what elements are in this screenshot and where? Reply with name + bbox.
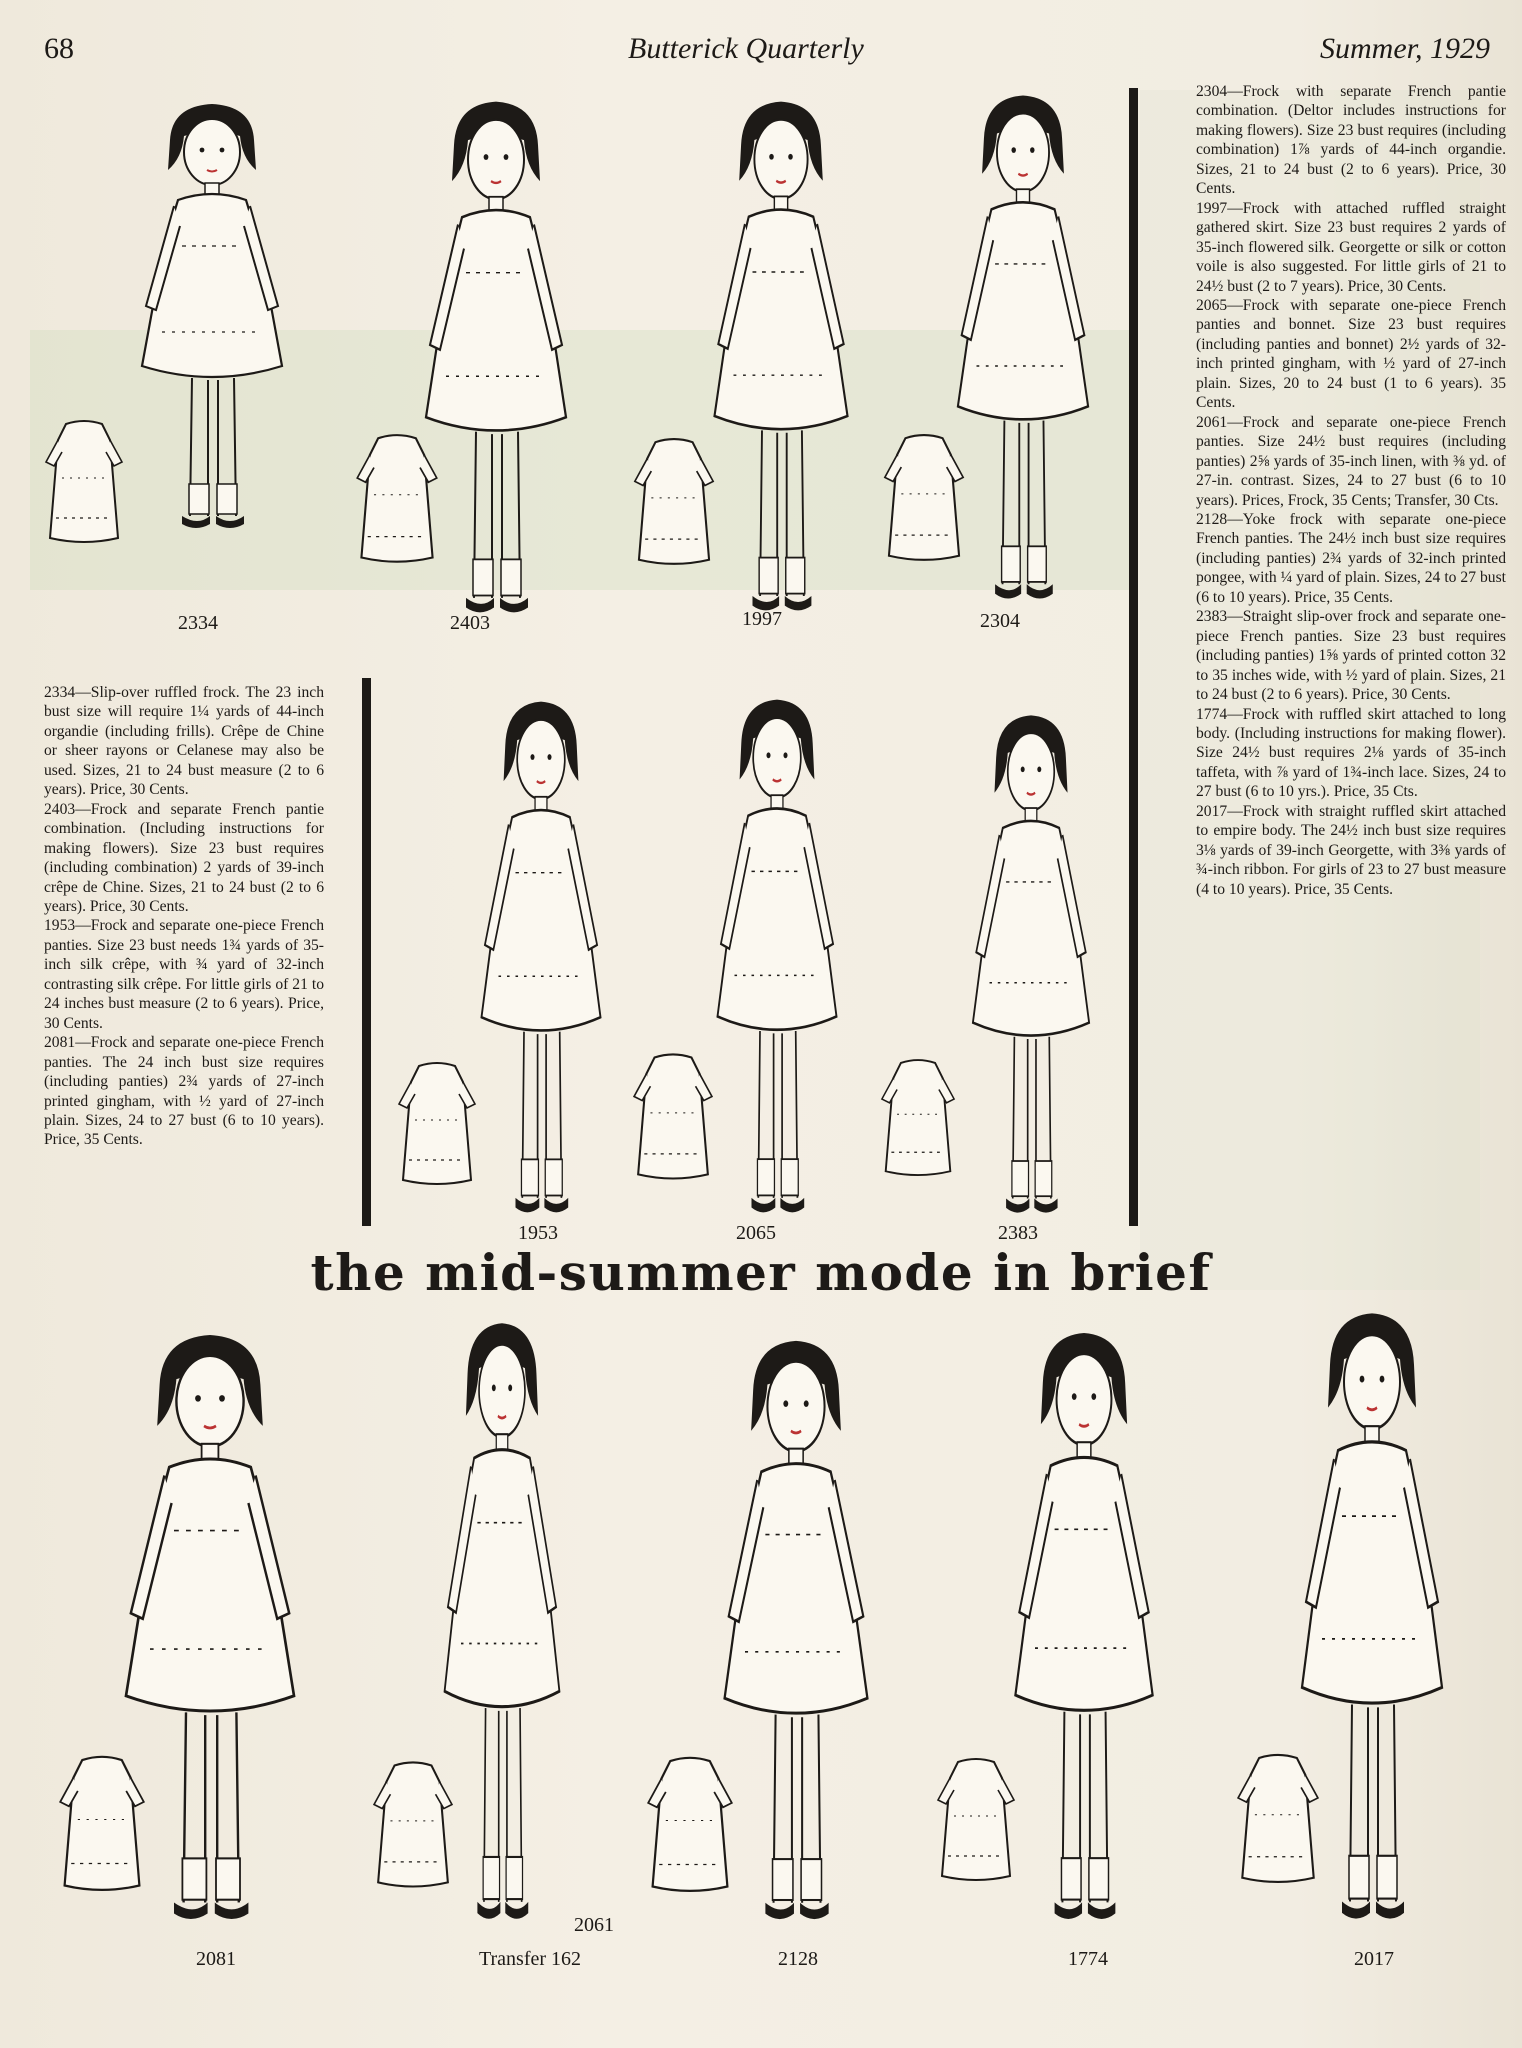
pattern-number: 1953: [518, 1222, 558, 1244]
small-dress-figure: [936, 1742, 1016, 1900]
description-paragraph: 2065—Frock with separate one-piece French panties and bonnet. Size 23 bust requires (including panties and bonnet) 2½ yards of 32-inch printed gingham, with ½ yard of 27-inch plain. Sizes, 20 to 24 bust (1 to 6 years). 35 Cents.: [1196, 296, 1506, 412]
fashion-figure: [456, 692, 626, 1222]
page-number: 68: [44, 32, 74, 65]
small-dress-figure: [44, 418, 124, 548]
pattern-number: 2128: [778, 1948, 818, 1970]
small-dress-figure: [396, 1060, 478, 1190]
pattern-number: 2061: [574, 1914, 614, 1936]
small-dress-figure: [372, 1752, 454, 1900]
fashion-figure: [112, 96, 312, 536]
pattern-number: 2081: [196, 1948, 236, 1970]
pattern-number: 2334: [178, 612, 218, 634]
pattern-number: 2403: [450, 612, 490, 634]
description-paragraph: 1774—Frock with ruffled skirt attached to long body. (Including instructions for making flower). Size 24½ bust requires 2⅛ yards of 35-inch taffeta, with ⅞ yard of 1¾-inch lace. Sizes, 24 to 27 bust (6 to 10 yrs.). Price, 35 Cts.: [1196, 705, 1506, 801]
pattern-number: 2383: [998, 1222, 1038, 1244]
pattern-number: 1997: [742, 608, 782, 630]
transfer-caption: Transfer 162: [478, 1948, 582, 1970]
description-paragraph: 2334—Slip-over ruffled frock. The 23 inch bust size will require 1¼ yards of 44-inch organdie (including frills). Crêpe de Chine or sheer rayons or Celanese may also be used. Sizes, 21 to 24 bust measure (2 to 6 years). Price, 30 Cents.: [44, 684, 324, 799]
small-dress-figure: [632, 1050, 714, 1186]
small-dress-figure: [352, 432, 442, 568]
description-paragraph: 2081—Frock and separate one-piece French panties. The 24 inch bust size requires (including panties) 2¾ yards of 27-inch printed gingham, with ½ yard of 27-inch plain. Sizes, 24 to 27 bust (6 to 10 years). Price, 35 Cents.: [44, 1034, 324, 1149]
section-banner-heading: the mid-summer mode in brief: [310, 1243, 1212, 1302]
pattern-number: 1774: [1068, 1948, 1108, 1970]
column-rule-right: [1129, 88, 1138, 1226]
description-paragraph: 2017—Frock with straight ruffled skirt attached to empire body. The 24½ inch bust size requires 3⅛ yards of 39-inch Georgette, with 3⅜ yards of ¾-inch ribbon. For girls of 23 to 27 bust measure (4 to 10 years). Price, 35 Cents.: [1196, 802, 1506, 898]
issue-date: Summer, 1929: [1320, 32, 1490, 65]
small-dress-figure: [880, 1052, 956, 1186]
column-rule-left: [362, 678, 371, 1226]
description-paragraph: 2061—Frock and separate one-piece French panties. Size 24½ bust requires (including panties) 2⅝ yards of 35-inch linen, with ⅜ yd. of 27-in. contrast. Sizes, 24 to 27 bust (6 to 10 years). Prices, Frock, 35 Cents; Transfer, 30 Cts.: [1196, 413, 1506, 509]
description-paragraph: 2403—Frock and separate French pantie combination. (Including instructions for making flowers). Size 23 bust requires (including combination) 2 yards of 39-inch crêpe de Chine. Sizes, 21 to 24 bust (2 to 6 years). Price, 30 Cents.: [44, 800, 324, 915]
small-dress-figure: [1236, 1742, 1320, 1898]
description-paragraph: 2128—Yoke frock with separate one-piece French panties. The 24½ inch bust size requires (including panties) 2¾ yards of 32-inch printed pongee, with ¼ yard of plain. Sizes, 24 to 27 bust (6 to 10 years). Price, 35 Cents.: [1196, 510, 1506, 606]
small-dress-figure: [882, 432, 966, 566]
right-text-column: [1196, 82, 1506, 899]
small-dress-figure: [58, 1750, 146, 1900]
small-dress-figure: [646, 1752, 734, 1900]
pattern-number: 2065: [736, 1222, 776, 1244]
fashion-figure: [948, 706, 1114, 1222]
description-paragraph: 1953—Frock and separate one-piece French panties. Size 23 bust needs 1¾ yards of 35-inch silk crêpe, with ¾ yard of 32-inch contrasting silk crêpe. For little girls of 21 to 24 inches bust measure (2 to 6 years). Price, 30 Cents.: [44, 917, 324, 1032]
magazine-title: Butterick Quarterly: [628, 32, 864, 65]
pattern-number: 2304: [980, 610, 1020, 632]
small-dress-figure: [632, 436, 716, 570]
left-text-column: [44, 683, 324, 1150]
description-paragraph: 1997—Frock with attached ruffled straight gathered skirt. Size 23 bust requires 2 yards of 35-inch flowered silk. Georgette or silk or cotton voile is also suggested. For little girls of 21 to 24½ bust (2 to 7 years). Price, 30 Cents.: [1196, 199, 1506, 295]
description-paragraph: 2383—Straight slip-over frock and separate one-piece French panties. Size 23 bust requires (including panties) 1⅝ yards of printed cotton 32 to 35 inches wide, with ½ yard of plain. Sizes, 21 to 24 bust (2 to 6 years). Price, 30 Cents.: [1196, 608, 1506, 704]
fashion-figure: [692, 690, 862, 1222]
pattern-number: 2017: [1354, 1948, 1394, 1970]
description-paragraph: 2304—Frock with separate French pantie combination. (Deltor includes instructions for making flowers). Size 23 bust requires (including combination) 1⅞ yards of 44-inch organdie. Sizes, 21 to 24 bust (2 to 6 years). Price, 30 Cents.: [1196, 83, 1506, 198]
